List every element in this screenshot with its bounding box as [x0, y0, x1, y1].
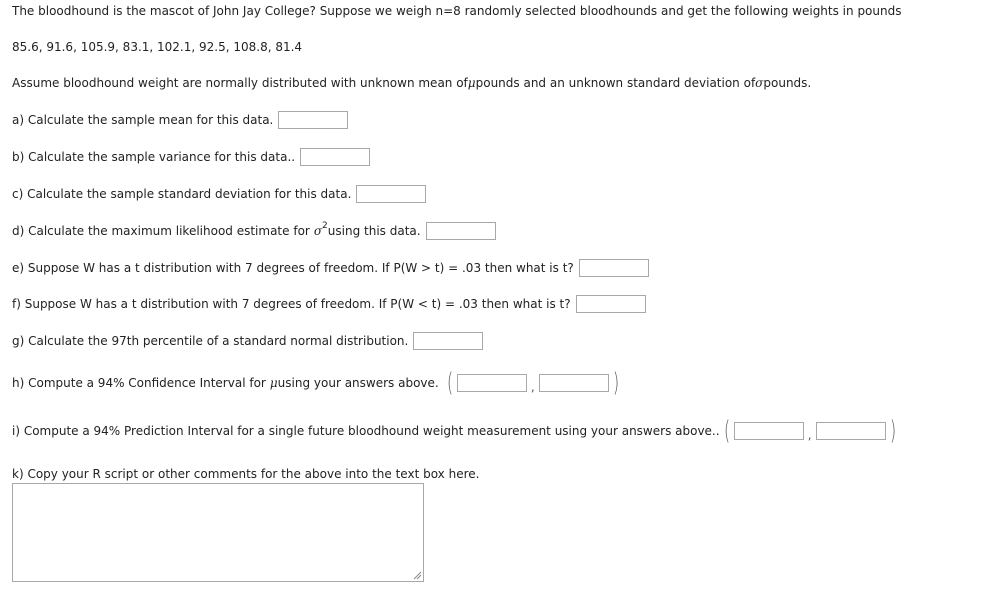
- assume-part3: pounds.: [763, 76, 812, 90]
- i-comma: ,: [807, 428, 812, 442]
- question-h-post: using your answers above.: [277, 376, 439, 390]
- answer-g-input[interactable]: [413, 332, 483, 350]
- question-d-pre: d) Calculate the maximum likelihood estimate for: [12, 224, 310, 238]
- question-k: [12, 464, 479, 484]
- answer-b-input[interactable]: [300, 148, 370, 166]
- question-h: [12, 368, 623, 398]
- resize-grip-icon[interactable]: [413, 571, 422, 580]
- question-a: [12, 110, 348, 130]
- answer-d-input[interactable]: [426, 222, 496, 240]
- h-comma: ,: [530, 380, 535, 394]
- question-c: [12, 184, 426, 204]
- assume-part2: pounds and an unknown standard deviation of: [475, 76, 756, 90]
- question-d-post: using this data.: [327, 224, 421, 238]
- d-sigma-symbol: σ: [313, 224, 323, 238]
- question-k-label: k) Copy your R script or other comments for the above into the text box here.: [12, 467, 480, 481]
- answer-i-upper-input[interactable]: [816, 422, 886, 440]
- question-b: [12, 147, 370, 167]
- question-h-pre: h) Compute a 94% Confidence Interval for: [12, 376, 266, 390]
- question-e: [12, 258, 649, 278]
- question-i: [12, 416, 900, 446]
- answer-a-input[interactable]: [278, 111, 348, 129]
- question-d: [12, 221, 496, 241]
- question-e-label: e) Suppose W has a t distribution with 7 degrees of freedom. If P(W > t) = .03 then what is t?: [12, 261, 574, 275]
- answer-f-input[interactable]: [576, 295, 646, 313]
- i-open-paren: (: [723, 416, 730, 446]
- d-exponent: 2: [322, 221, 328, 231]
- mu-symbol: μ: [467, 76, 476, 90]
- problem-intro: [12, 1, 901, 21]
- question-c-label: c) Calculate the sample standard deviation for this data.: [12, 187, 352, 201]
- intro-text: The bloodhound is the mascot of John Jay College? Suppose we weigh n=8 randomly selected bloodhounds and get the following weights in pounds: [12, 4, 902, 18]
- answer-e-input[interactable]: [579, 259, 649, 277]
- question-f-label: f) Suppose W has a t distribution with 7 degrees of freedom. If P(W < t) = .03 then what is t?: [12, 297, 571, 311]
- assume-part1: Assume bloodhound weight are normally distributed with unknown mean of: [12, 76, 468, 90]
- comments-textarea[interactable]: [12, 483, 424, 582]
- question-i-label: i) Compute a 94% Prediction Interval for a single future bloodhound weight measurement using your answers above..: [12, 424, 720, 438]
- data-values-line: [12, 37, 302, 57]
- answer-c-input[interactable]: [356, 185, 426, 203]
- answer-i-lower-input[interactable]: [734, 422, 804, 440]
- h-mu-symbol: μ: [269, 376, 278, 390]
- h-close-paren: ): [612, 368, 619, 398]
- question-b-label: b) Calculate the sample variance for this data..: [12, 150, 296, 164]
- h-open-paren: (: [446, 368, 453, 398]
- question-f: [12, 294, 646, 314]
- sigma-symbol: σ: [755, 76, 764, 90]
- question-a-label: a) Calculate the sample mean for this data.: [12, 113, 274, 127]
- i-close-paren: ): [889, 416, 896, 446]
- assumption-line: [12, 73, 811, 93]
- answer-h-lower-input[interactable]: [457, 374, 527, 392]
- question-g-label: g) Calculate the 97th percentile of a standard normal distribution.: [12, 334, 409, 348]
- data-values: 85.6, 91.6, 105.9, 83.1, 102.1, 92.5, 108.8, 81.4: [12, 40, 303, 54]
- answer-h-upper-input[interactable]: [539, 374, 609, 392]
- question-g: [12, 331, 483, 351]
